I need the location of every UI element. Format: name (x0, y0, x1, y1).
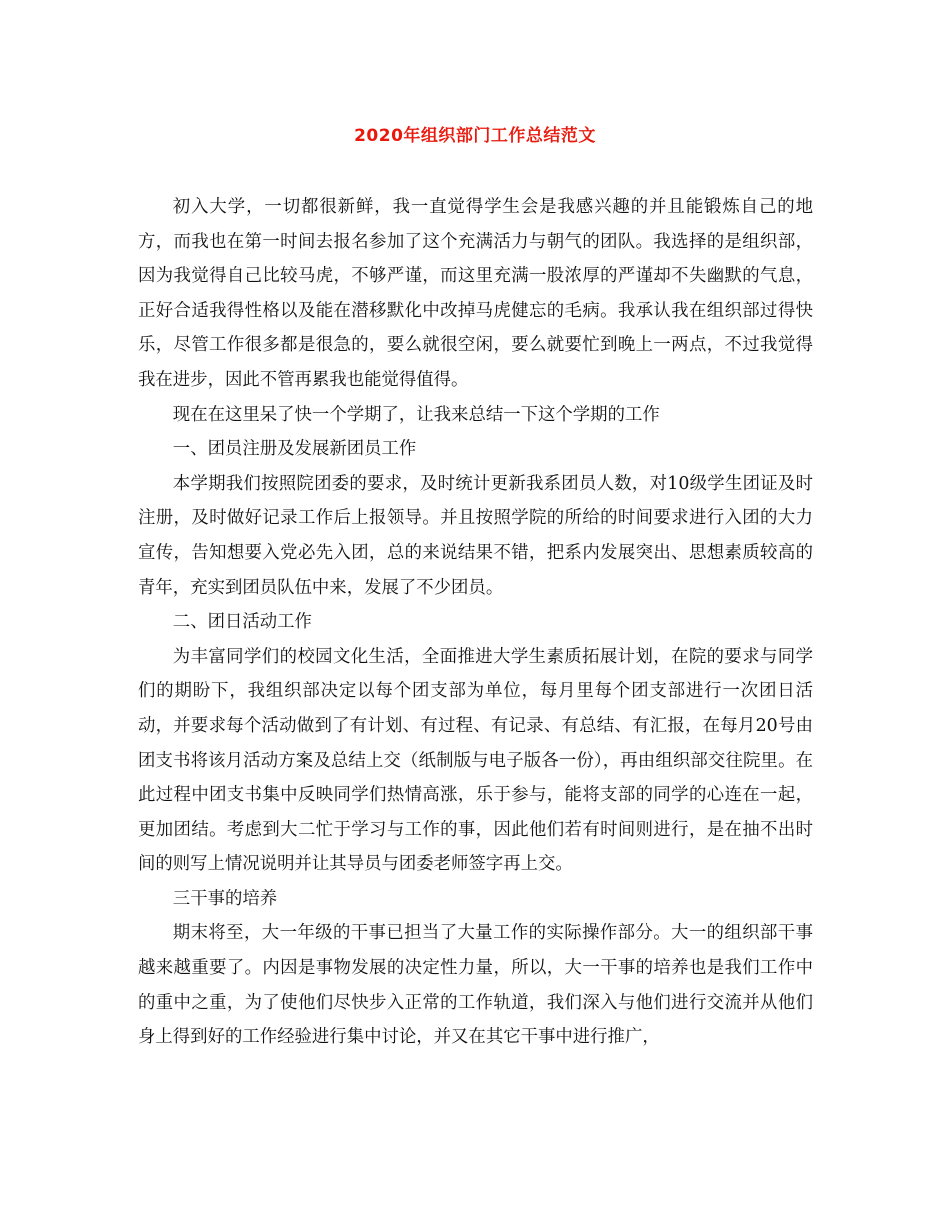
document-title: 2020年组织部门工作总结范文 (354, 126, 596, 146)
paragraph-intro: 初入大学，一切都很新鲜，我一直觉得学生会是我感兴趣的并且能锻炼自己的地方，而我也在第一时间去报名参加了这个充满活力与朝气的团队。我选择的是组织部，因为我觉得自己比较马虎，不够严谨，而这里充满一股浓厚的严谨却不失幽默的气息，正好合适我得性格以及能在潜移默化中改掉马虎健忘的毛病。我承认我在组织部过得快乐，尽管工作很多都是很急的，要么就很空闲，要么就要忙到晚上一两点，不过我觉得我在进步，因此不管再累我也能觉得值得。 (138, 197, 813, 390)
paragraph-activities: 为丰富同学们的校园文化生活，全面推进大学生素质拓展计划，在院的要求与同学们的期盼下，我组织部决定以每个团支部为单位，每月里每个团支部进行一次团日活动，并要求每个活动做到了有计划、有过程、有记录、有总结、有汇报，在每月20号由团支书将该月活动方案及总结上交（纸制版与电子版各一份），再由组织部交往院里。在此过程中团支书集中反映同学们热情高涨，乐于参与，能将支部的同学的心连在一起，更加团结。考虑到大二忙于学习与工作的事，因此他们若有时间则进行，是在抽不出时间的则写上情况说明并让其导员与团委老师签字再上交。 (138, 646, 813, 875)
section-heading-registration: 一、团员注册及发展新团员工作 (172, 439, 417, 460)
paragraph-registration: 本学期我们按照院团委的要求，及时统计更新我系团员人数，对10级学生团证及时注册，及时做好记录工作后上报领导。并且按照学院的所给的时间要求进行入团的大力宣传，告知想要入党必先入团，总的来说结果不错，把系内发展突出、思想素质较高的青年，充实到团员队伍中来，发展了不少团员。 (138, 473, 813, 598)
paragraph-training: 期末将至，大一年级的干事已担当了大量工作的实际操作部分。大一的组织部干事越来越重要了。内因是事物发展的决定性力量，所以，大一干事的培养也是我们工作中的重中之重，为了使他们尽快步入正常的工作轨道，我们深入与他们进行交流并从他们身上得到好的工作经验进行集中讨论，并又在其它干事中进行推广， (138, 923, 813, 1048)
paragraph-summary-lead: 现在在这里呆了快一个学期了，让我来总结一下这个学期的工作 (172, 404, 660, 425)
section-heading-training: 三干事的培养 (172, 888, 278, 909)
document-body (138, 190, 813, 1055)
section-heading-activities: 二、团日活动工作 (172, 612, 312, 633)
